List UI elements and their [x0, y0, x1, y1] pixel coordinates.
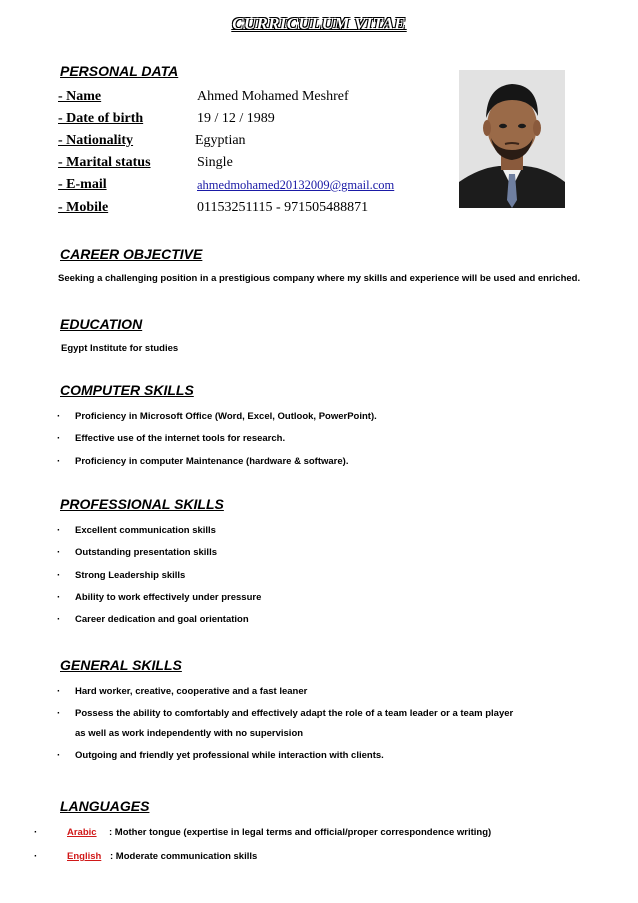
professional-skills-heading: PROFESSIONAL SKILLS [60, 496, 224, 512]
cv-title: CURRICULUM VITAE [232, 14, 406, 33]
bullet: · [57, 433, 61, 444]
education-heading: EDUCATION [60, 316, 143, 332]
bullet: · [34, 851, 38, 862]
computer-skill-item: Proficiency in computer Maintenance (hardware & software). [75, 456, 349, 467]
language-desc-english: : Moderate communication skills [110, 851, 258, 862]
marital-status-value: Single [197, 155, 233, 170]
languages-heading: LANGUAGES [60, 798, 150, 814]
language-name-arabic: Arabic [67, 827, 97, 838]
bullet: · [57, 525, 61, 536]
bullet: · [34, 827, 38, 838]
dob-value: 19 / 12 / 1989 [197, 111, 275, 126]
mobile-label: - Mobile [58, 200, 109, 215]
language-desc-arabic: : Mother tongue (expertise in legal terms and official/proper correspondence writing) [109, 827, 492, 838]
general-skills-heading: GENERAL SKILLS [60, 657, 182, 673]
mobile-value: 01153251115 - 971505488871 [197, 200, 369, 215]
general-skill-item: Possess the ability to comfortably and effectively adapt the role of a team leader or a team player [75, 708, 514, 719]
bullet: · [57, 750, 61, 761]
general-skill-item: Hard worker, creative, cooperative and a fast leaner [75, 686, 308, 697]
professional-skill-item: Strong Leadership skills [75, 570, 186, 581]
computer-skill-item: Proficiency in Microsoft Office (Word, Excel, Outlook, PowerPoint). [75, 411, 377, 422]
professional-skill-item: Excellent communication skills [75, 525, 216, 536]
email-label: - E-mail [58, 177, 107, 192]
bullet: · [57, 592, 61, 603]
computer-skills-heading: COMPUTER SKILLS [60, 382, 194, 398]
bullet: · [57, 570, 61, 581]
bullet: · [57, 411, 61, 422]
bullet: · [57, 456, 61, 467]
general-skill-item-continuation: as well as work independently with no supervision [75, 728, 304, 739]
dob-label: - Date of birth [58, 111, 144, 126]
bullet: · [57, 686, 61, 697]
career-objective-heading: CAREER OBJECTIVE [60, 246, 203, 262]
general-skill-item: Outgoing and friendly yet professional while interaction with clients. [75, 750, 384, 761]
profile-photo-illustration [459, 70, 565, 208]
personal-data-heading: PERSONAL DATA [60, 63, 179, 79]
nationality-label: - Nationality [58, 133, 134, 148]
name-label: - Name [58, 89, 102, 104]
computer-skill-item: Effective use of the internet tools for research. [75, 433, 286, 444]
profile-photo [459, 70, 565, 208]
language-name-english: English [67, 851, 102, 862]
education-text: Egypt Institute for studies [61, 343, 179, 354]
bullet: · [57, 614, 61, 625]
bullet: · [57, 708, 61, 719]
professional-skill-item: Career dedication and goal orientation [75, 614, 249, 625]
professional-skill-item: Ability to work effectively under pressure [75, 592, 262, 603]
email-link[interactable]: ahmedmohamed20132009@gmail.com [197, 178, 395, 192]
marital-status-label: - Marital status [58, 155, 151, 170]
career-objective-text: Seeking a challenging position in a prestigious company where my skills and experience will be used and enriched. [58, 273, 581, 284]
nationality-value: Egyptian [195, 133, 246, 148]
name-value: Ahmed Mohamed Meshref [197, 89, 349, 104]
professional-skill-item: Outstanding presentation skills [75, 547, 217, 558]
bullet: · [57, 547, 61, 558]
